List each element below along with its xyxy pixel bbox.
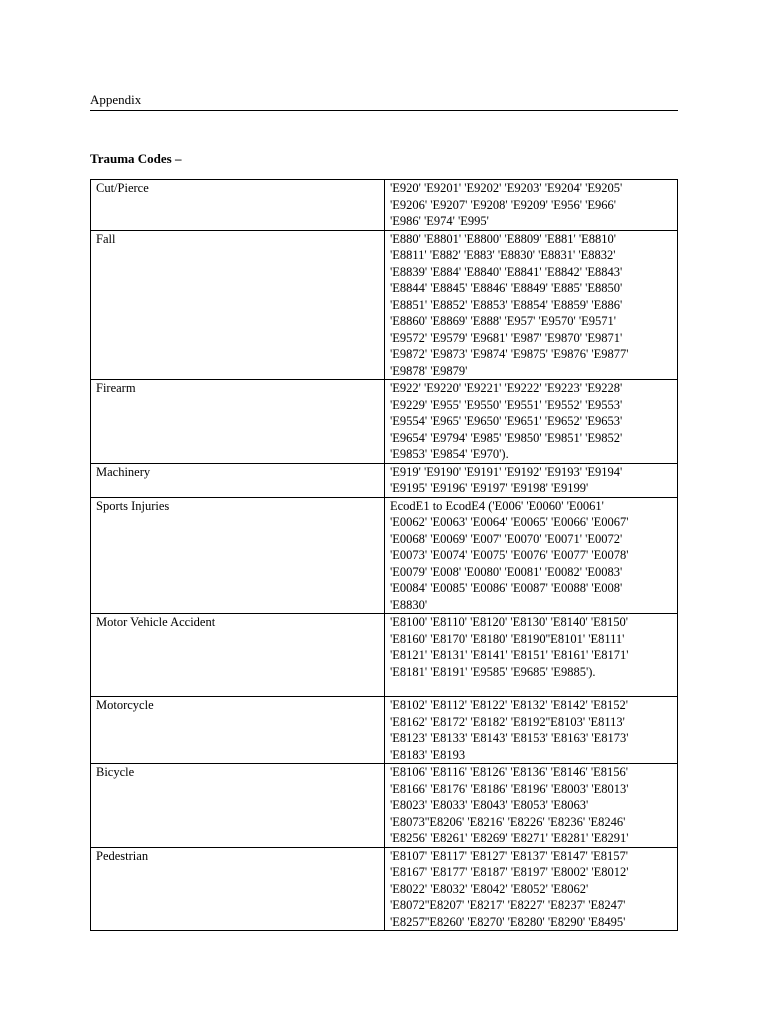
category-cell: Pedestrian [91,847,385,931]
category-cell: Machinery [91,463,385,497]
table-row-sports-injuries [91,497,678,614]
table-row-motorcycle [91,697,678,764]
table-row-motor-vehicle-accident [91,614,678,697]
category-cell: Motor Vehicle Accident [91,614,385,697]
trauma-codes-heading: Trauma Codes – [90,151,182,166]
codes-cell: 'E919' 'E9190' 'E9191' 'E9192' 'E9193' 'E9194' 'E9195' 'E9196' 'E9197' 'E9198' 'E9199' [385,463,678,497]
table-row-pedestrian [91,847,678,931]
table-row-firearm [91,380,678,464]
category-cell: Fall [91,230,385,380]
category-cell: Firearm [91,380,385,464]
codes-cell: EcodE1 to EcodE4 ('E006' 'E0060' 'E0061' 'E0062' 'E0063' 'E0064' 'E0065' 'E0066' 'E0067' 'E0068' 'E0069' 'E007' 'E0070' 'E0071' 'E0072' 'E0073' 'E0074' 'E0075' 'E0076' 'E0077' 'E0078' 'E0079' 'E008' 'E0080' 'E0081' 'E0082' 'E0083' 'E0084' 'E0085' 'E0086' 'E0087' 'E0088' 'E008' 'E8830' [385,497,678,614]
codes-cell: 'E880' 'E8801' 'E8800' 'E8809' 'E881' 'E8810' 'E8811' 'E882' 'E883' 'E8830' 'E8831' 'E8832' 'E8839' 'E884' 'E8840' 'E8841' 'E8842' 'E8843' 'E8844' 'E8845' 'E8846' 'E8849' 'E885' 'E8850' 'E8851' 'E8852' 'E8853' 'E8854' 'E8859' 'E886' 'E8860' 'E8869' 'E888' 'E957' 'E9570' 'E9571' 'E9572' 'E9579' 'E9681' 'E987' 'E9870' 'E9871' 'E9872' 'E9873' 'E9874' 'E9875' 'E9876' 'E9877' 'E9878' 'E9879' [385,230,678,380]
table-row-bicycle [91,764,678,848]
codes-cell: 'E8102' 'E8112' 'E8122' 'E8132' 'E8142' 'E8152' 'E8162' 'E8172' 'E8182' 'E8192''E8103' 'E8113' 'E8123' 'E8133' 'E8143' 'E8153' 'E8163' 'E8173' 'E8183' 'E8193 [385,697,678,764]
page-header [90,92,678,111]
category-cell: Bicycle [91,764,385,848]
codes-cell: 'E8107' 'E8117' 'E8127' 'E8137' 'E8147' 'E8157' 'E8167' 'E8177' 'E8187' 'E8197' 'E8002' 'E8012' 'E8022' 'E8032' 'E8042' 'E8052' 'E8062' 'E8072''E8207' 'E8217' 'E8227' 'E8237' 'E8247' 'E8257''E8260' 'E8270' 'E8280' 'E8290' 'E8495' [385,847,678,931]
trauma-codes-table [90,179,678,931]
codes-cell: 'E920' 'E9201' 'E9202' 'E9203' 'E9204' 'E9205' 'E9206' 'E9207' 'E9208' 'E9209' 'E956' 'E966' 'E986' 'E974' 'E995' [385,180,678,231]
codes-cell: 'E8106' 'E8116' 'E8126' 'E8136' 'E8146' 'E8156' 'E8166' 'E8176' 'E8186' 'E8196' 'E8003' 'E8013' 'E8023' 'E8033' 'E8043' 'E8053' 'E8063' 'E8073''E8206' 'E8216' 'E8226' 'E8236' 'E8246' 'E8256' 'E8261' 'E8269' 'E8271' 'E8281' 'E8291' [385,764,678,848]
category-cell: Cut/Pierce [91,180,385,231]
codes-cell: 'E8100' 'E8110' 'E8120' 'E8130' 'E8140' 'E8150' 'E8160' 'E8170' 'E8180' 'E8190''E8101' 'E8111' 'E8121' 'E8131' 'E8141' 'E8151' 'E8161' 'E8171' 'E8181' 'E8191' 'E9585' 'E9685' 'E9885'). [385,614,678,697]
table-row-fall [91,230,678,380]
section-title: Appendix [90,92,142,107]
category-cell: Sports Injuries [91,497,385,614]
codes-cell: 'E922' 'E9220' 'E9221' 'E9222' 'E9223' 'E9228' 'E9229' 'E955' 'E9550' 'E9551' 'E9552' 'E9553' 'E9554' 'E965' 'E9650' 'E9651' 'E9652' 'E9653' 'E9654' 'E9794' 'E985' 'E9850' 'E9851' 'E9852' 'E9853' 'E9854' 'E970'). [385,380,678,464]
table-row-cut-pierce [91,180,678,231]
table-row-machinery [91,463,678,497]
category-cell: Motorcycle [91,697,385,764]
